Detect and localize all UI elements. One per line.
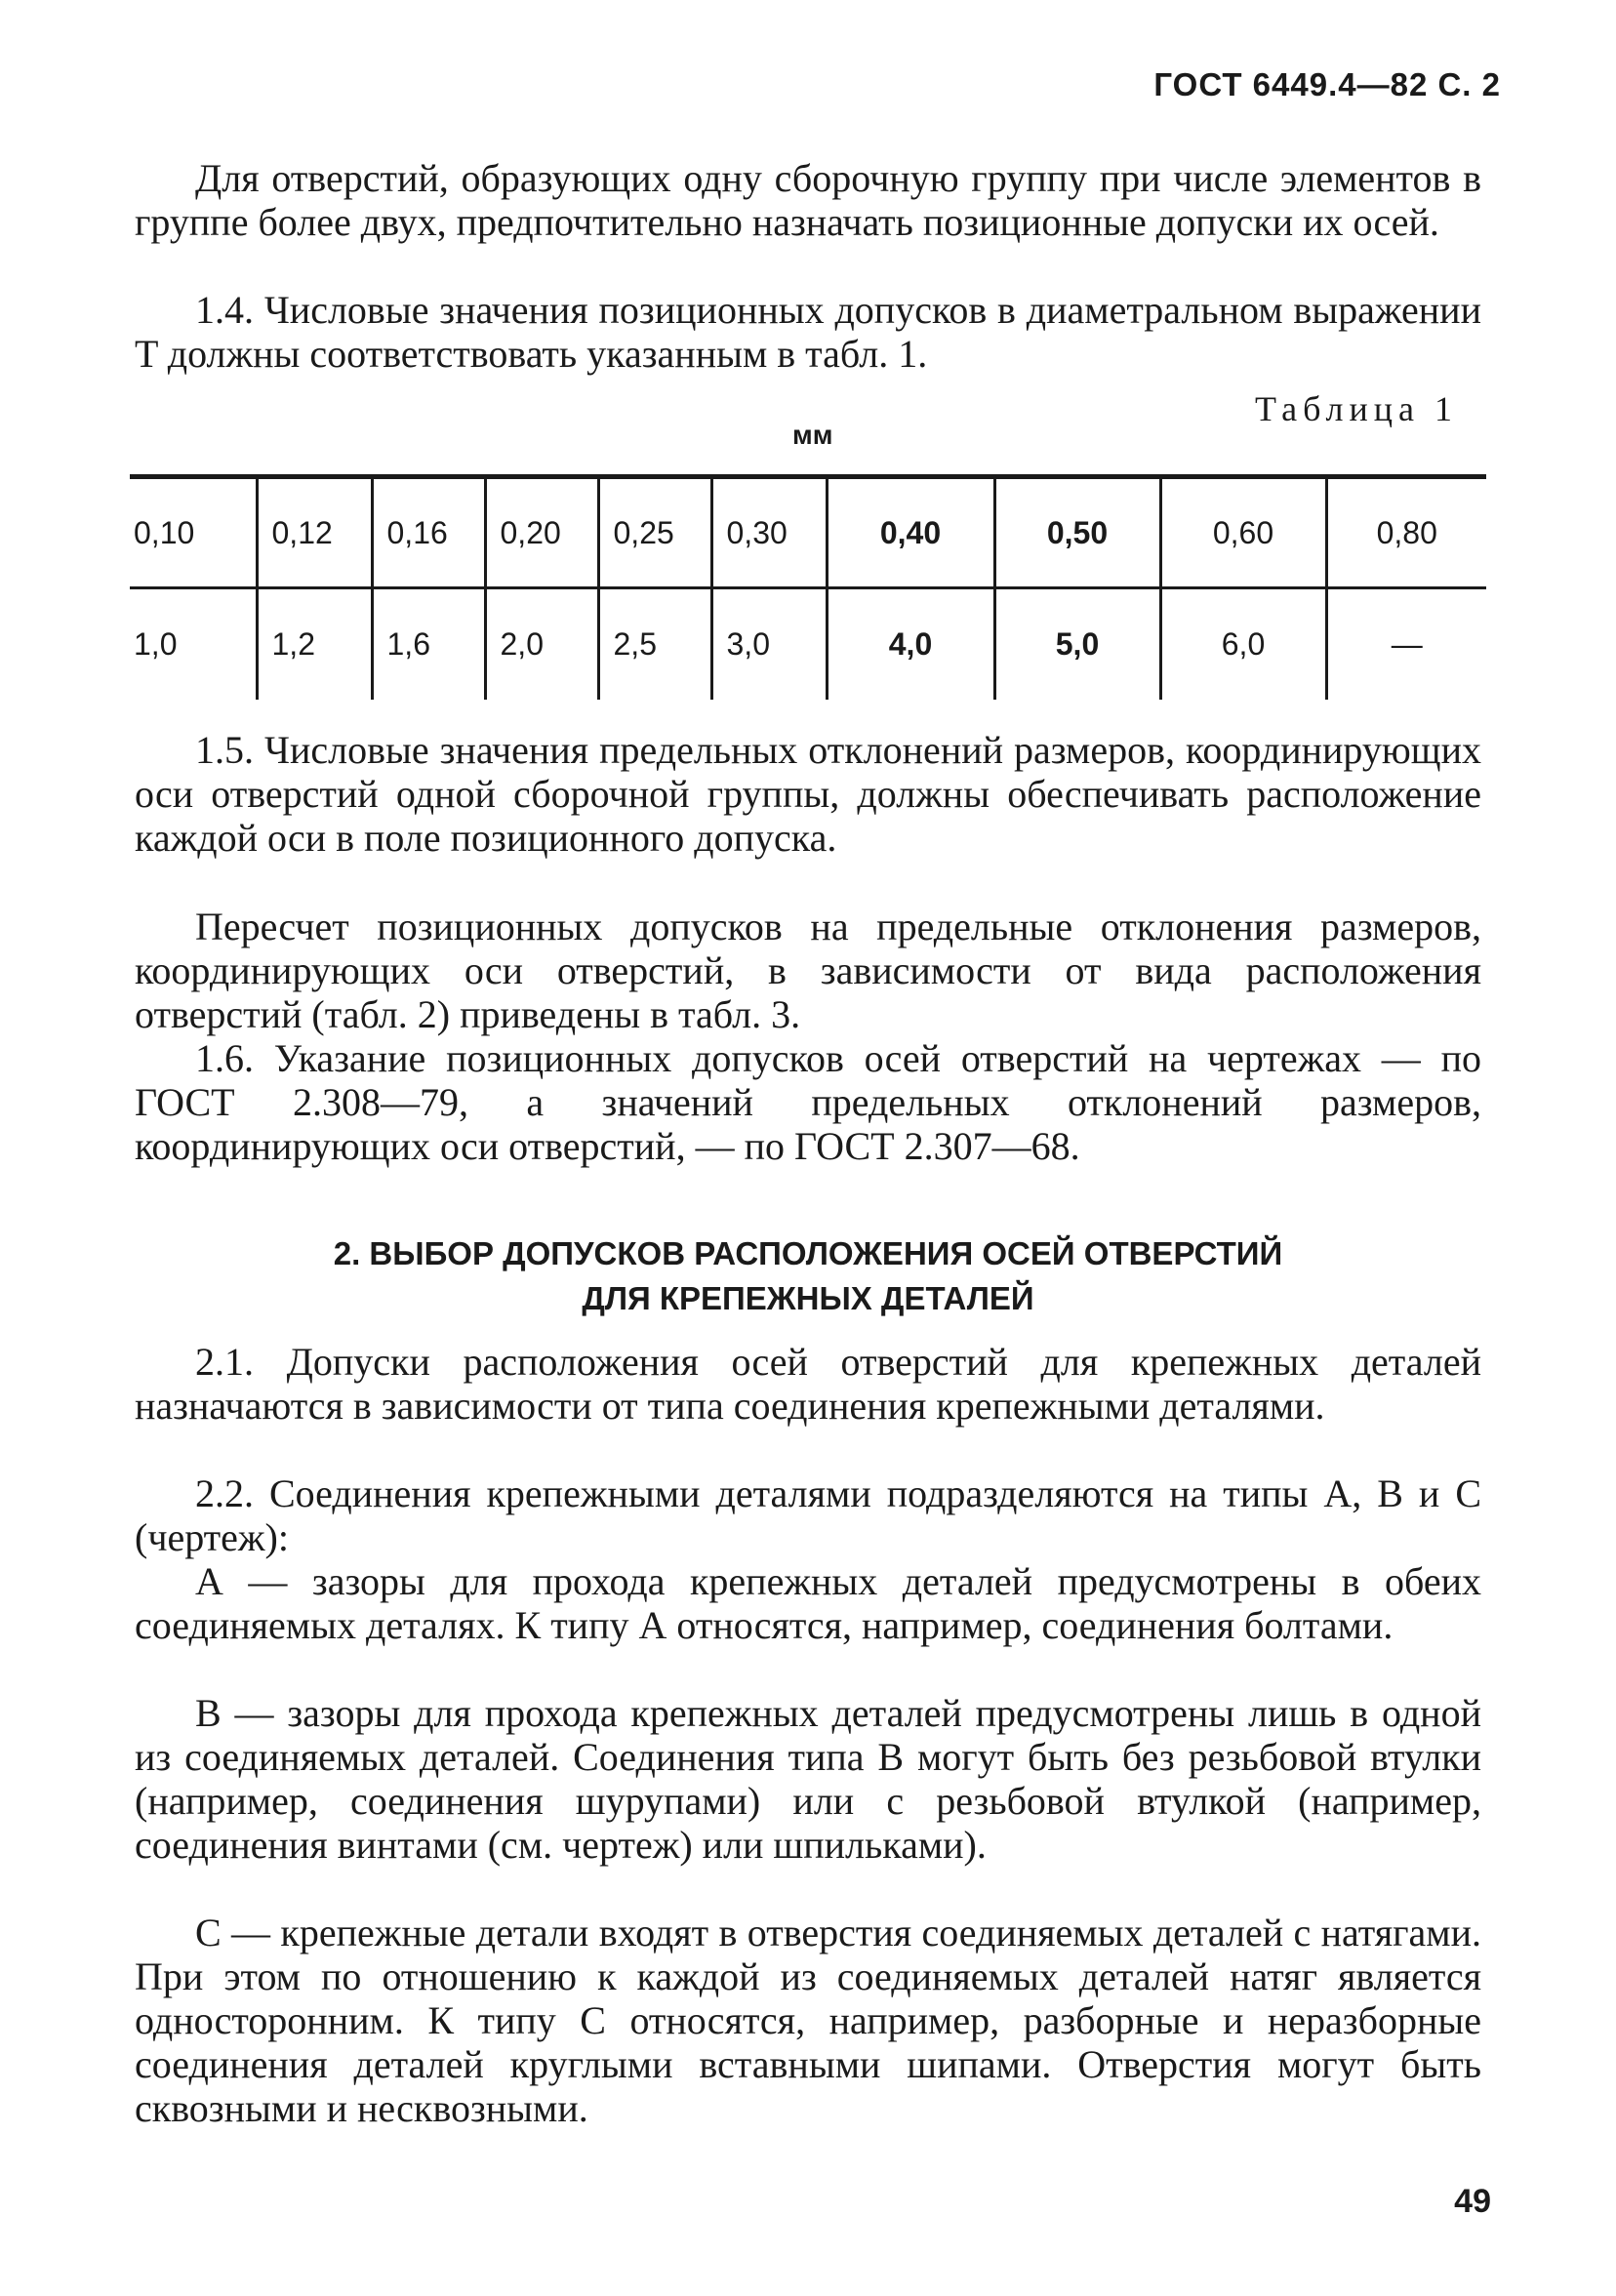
table-cell: 1,2	[257, 588, 372, 700]
table-cell: 0,10	[134, 514, 195, 550]
paragraph-2-1: 2.1. Допуски расположения осей отверстий для крепежных деталей назначаются в зависимости от типа соединения крепежными деталями.	[135, 1340, 1481, 1428]
table-cell: 0,16	[372, 477, 485, 588]
table-cell: 5,0	[994, 588, 1160, 700]
table-cell: —	[1326, 588, 1486, 700]
paragraph-1-6: 1.6. Указание позиционных допусков осей отверстий на чертежах — по ГОСТ 2.308—79, а значений предельных отклонений размеров, координирующих оси отверстий, — по ГОСТ 2.307—68.	[135, 1036, 1481, 1168]
table-cell: 2,5	[598, 588, 711, 700]
table-unit: мм	[792, 420, 833, 450]
table-cell: 1,6	[372, 588, 485, 700]
paragraph-2-2: 2.2. Соединения крепежными деталями подразделяются на типы А, В и С (чертеж):	[135, 1471, 1481, 1559]
running-header: ГОСТ 6449.4—82 С. 2	[1153, 66, 1501, 102]
tolerance-table	[130, 474, 1486, 700]
table-cell: 2,0	[485, 588, 598, 700]
table-cell: 0,80	[1326, 477, 1486, 588]
table-caption: Таблица 1	[1255, 389, 1458, 428]
paragraph-type-c: С — крепежные детали входят в отверстия соединяемых деталей с натягами. При этом по отношению к каждой из соединяемых деталей натяг является односторонним. К типу С относятся, например, разборные и неразборные соединения деталей круглыми вставными шипами. Отверстия могут быть сквозными и несквозными.	[135, 1911, 1481, 2130]
paragraph-assembly-group: Для отверстий, образующих одну сборочную группу при числе элементов в группе более двух, предпочтительно назначать позиционные допуски их осей.	[135, 156, 1481, 244]
table-cell: 1,0	[134, 625, 178, 662]
table-cell: 0,60	[1160, 477, 1326, 588]
paragraph-type-b: В — зазоры для прохода крепежных деталей предусмотрены лишь в одной из соединяемых деталей. Соединения типа В могут быть без резьбовой втулки (например, соединения шурупами) или с резьбовой втулкой (например, соединения винтами (см. чертеж) или шпильками).	[135, 1691, 1481, 1867]
table-cell: 0,25	[598, 477, 711, 588]
paragraph-type-a: А — зазоры для прохода крепежных деталей предусмотрены в обеих соединяемых деталях. К типу А относятся, например, соединения болтами.	[135, 1559, 1481, 1647]
section-heading-line2: ДЛЯ КРЕПЕЖНЫХ ДЕТАЛЕЙ	[582, 1280, 1034, 1316]
table-row	[130, 588, 1486, 700]
table-cell: 0,40	[827, 477, 994, 588]
table-cell: 3,0	[711, 588, 827, 700]
paragraph-1-5: 1.5. Числовые значения предельных отклонений размеров, координирующих оси отверстий одной сборочной группы, должны обеспечивать расположение каждой оси в поле позиционного допуска.	[135, 728, 1481, 860]
section-heading	[135, 1231, 1481, 1321]
paragraph-1-4: 1.4. Числовые значения позиционных допусков в диаметральном выражении T должны соответствовать указанным в табл. 1.	[135, 288, 1481, 376]
table-cell: 0,50	[994, 477, 1160, 588]
table-cell: 4,0	[827, 588, 994, 700]
table-cell: 0,12	[257, 477, 372, 588]
table-row	[130, 477, 1486, 588]
page-number: 49	[1454, 2183, 1491, 2220]
table-cell: 0,30	[711, 477, 827, 588]
paragraph-recalculation: Пересчет позиционных допусков на предельные отклонения размеров, координирующих оси отверстий, в зависимости от вида расположения отверстий (табл. 2) приведены в табл. 3.	[135, 905, 1481, 1036]
table-cell: 0,20	[485, 477, 598, 588]
section-heading-line1: 2. ВЫБОР ДОПУСКОВ РАСПОЛОЖЕНИЯ ОСЕЙ ОТВЕРСТИЙ	[333, 1235, 1283, 1271]
table-cell: 6,0	[1160, 588, 1326, 700]
